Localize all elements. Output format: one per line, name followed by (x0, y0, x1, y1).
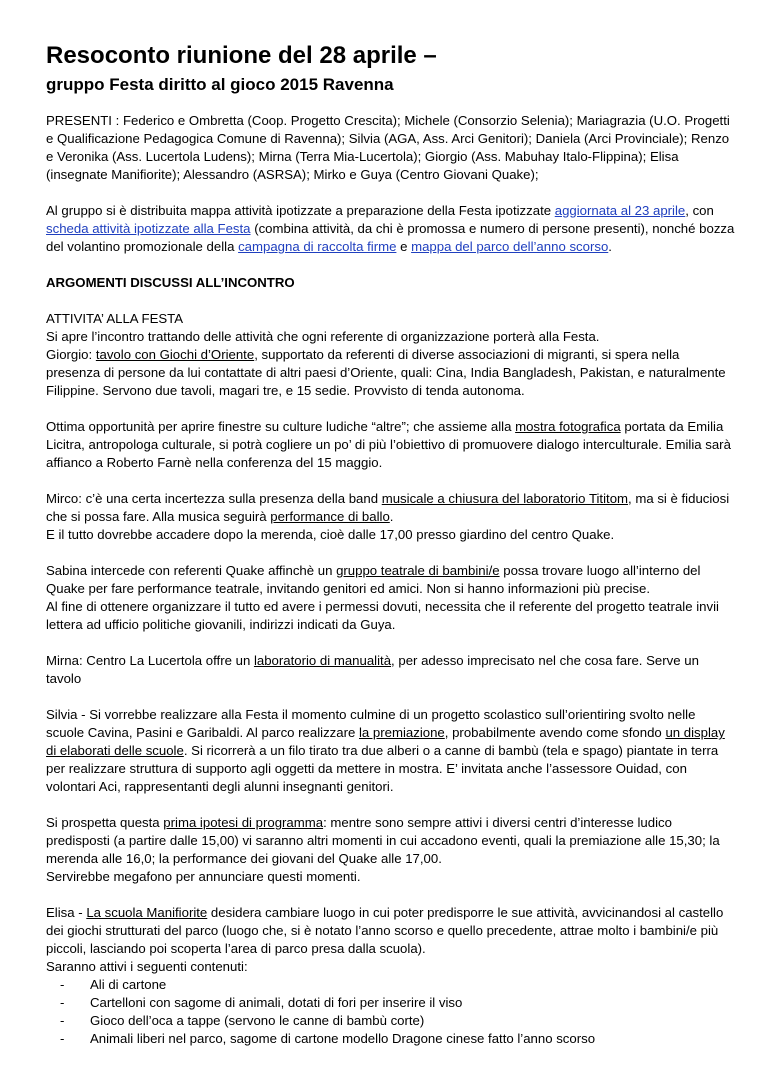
mirco-paragraph: Mirco: c’è una certa incertezza sulla presenza della band musicale a chiusura del laboratorio Tititom, ma si è fiduciosi che si possa fare. Alla musica seguirà performance di ballo. (46, 491, 730, 524)
link-mappa-parco[interactable]: mappa del parco dell’anno scorso (411, 239, 609, 254)
list-item: - Cartelloni con sagome di animali, dotati di fori per inserire il viso (46, 994, 736, 1012)
sabina-paragraph: Sabina intercede con referenti Quake affinchè un gruppo teatrale di bambini/e possa trovare luogo all’interno del Quake per fare performance teatrale, invitando genitori ed amici. Non si hanno informazioni più precise. (46, 563, 701, 596)
giorgio-paragraph: Giorgio: tavolo con Giochi d’Oriente, supportato da referenti di diverse associazioni di migranti, si spera nella presenza di persone da lui contattate di altri paesi d’Oriente, quali: Cina, India Bangladesh, Pakistan, e naturalmente Filippine. Servono due tavoli, magari tre, e 15 sedie. Provvisto di tenda autonoma. (46, 347, 726, 398)
presenti-paragraph: PRESENTI : Federico e Ombretta (Coop. Progetto Crescita); Michele (Consorzio Selenia); Mariagrazia (U.O. Progetti e Qualificazione Pedagogica Comune di Ravenna); Silvia (AGA, Ass. Arci Genitori); Daniela (Arci Provinciale); Renzo e Veronika (Ass. Lucertola Ludens); Mirna (Terra Mia-Lucertola); Giorgio (Ass. Mabuhay Italo-Flippina); Elisa (insegnate Manifiorite); Alessandro (ASRSA); Mirko e Guya (Centro Giovani Quake); (46, 113, 730, 182)
sabina-line2: Al fine di ottenere organizzare il tutto ed avere i permessi dovuti, necessita che il referente del progetto teatrale invii lettera ad ufficio politiche giovanili, indirizzi indicati da Guya. (46, 599, 719, 632)
elisa-block (46, 904, 736, 1048)
link-mappa-aggiornata[interactable]: aggiornata al 23 aprile (554, 203, 686, 218)
silvia-paragraph: Silvia - Si vorrebbe realizzare alla Festa il momento culmine di un progetto scolastico sull’orientiring svolto nelle scuole Cavina, Pasini e Garibaldi. Al parco realizzare la premiazione, probabilmente avendo come sfondo un display di elaborati delle scuole. Si ricorrerà a un filo tirato tra due alberi o a canne di bambù (tela e spago) piantate in terra per realizzare struttura di supporto agli oggetti da mettere in mostra. E’ invitata anche l’assessore Ouidad, con volontari Aci, rappresentanti degli alunni insegnanti genitori. (46, 707, 725, 794)
mirna-paragraph: Mirna: Centro La Lucertola offre un laboratorio di manualità, per adesso imprecisato nel che cosa fare. Serve un tavolo (46, 653, 699, 686)
intro-paragraph: Al gruppo si è distribuita mappa attività ipotizzate a preparazione della Festa ipotizzate aggiornata al 23 aprile, con scheda attività ipotizzate alla Festa (combina attività, da chi è promossa e numero di persone presenti), nonché bozza del volantino promozionale della campagna di raccolta firme e mappa del parco dell’anno scorso. (46, 203, 735, 254)
list-item: - Animali liberi nel parco, sagome di cartone modello Dragone cinese fatto l’anno scorso (46, 1030, 736, 1048)
attivita-block (46, 310, 736, 400)
attivita-heading: ATTIVITA’ ALLA FESTA (46, 311, 184, 326)
link-scheda-attivita[interactable]: scheda attività ipotizzate alla Festa (46, 221, 251, 236)
document-subtitle: gruppo Festa diritto al gioco 2015 Ravenna (46, 75, 394, 94)
link-campagna-firme[interactable]: campagna di raccolta firme (238, 239, 397, 254)
list-item: - Ali di cartone (46, 976, 736, 994)
document-title: Resoconto riunione del 28 aprile – (46, 42, 437, 69)
mirco-line2: E il tutto dovrebbe accadere dopo la merenda, cioè dalle 17,00 presso giardino del centro Quake. (46, 527, 615, 542)
section-heading: ARGOMENTI DISCUSSI ALL’INCONTRO (46, 275, 295, 290)
programma-block (46, 814, 736, 886)
document-page (46, 40, 736, 1066)
attivita-intro-line: Si apre l’incontro trattando delle attività che ogni referente di organizzazione porterà alla Festa. (46, 329, 600, 344)
elisa-list (46, 976, 736, 1048)
ottima-paragraph: Ottima opportunità per aprire finestre su culture ludiche “altre”; che assieme alla mostra fotografica portata da Emilia Licitra, antropologa culturale, si potrà cogliere un po’ di più l’obiettivo di promuovere dialogo interculturale. Emilia sarà affianco a Roberto Farnè nella conferenza del 15 maggio. (46, 419, 731, 470)
list-item: - Gioco dell’oca a tappe (servono le canne di bambù corte) (46, 1012, 736, 1030)
mirco-block (46, 490, 736, 544)
programma-line2: Servirebbe megafono per annunciare questi momenti. (46, 869, 361, 884)
elisa-line2: Saranno attivi i seguenti contenuti: (46, 959, 248, 974)
elisa-paragraph: Elisa - La scuola Manifiorite desidera cambiare luogo in cui poter predisporre le sue attività, avvicinandosi al castello dei giochi strutturati del parco (luogo che, si è notato l’anno scorso e quello precedente, attrae molto i bambini/e più piccoli, lasciando poi scoperta l’area di parco presa dalla scuola). (46, 905, 724, 956)
sabina-block (46, 562, 736, 634)
programma-paragraph: Si prospetta questa prima ipotesi di programma: mentre sono sempre attivi i diversi centri d’interesse ludico predisposti (a partire dalle 15,00) vi saranno altri momenti in cui accadono eventi, quali la premiazione alle 15,30; la merenda alle 16,0; la performance dei giovani del Quake alle 17,00. (46, 815, 720, 866)
